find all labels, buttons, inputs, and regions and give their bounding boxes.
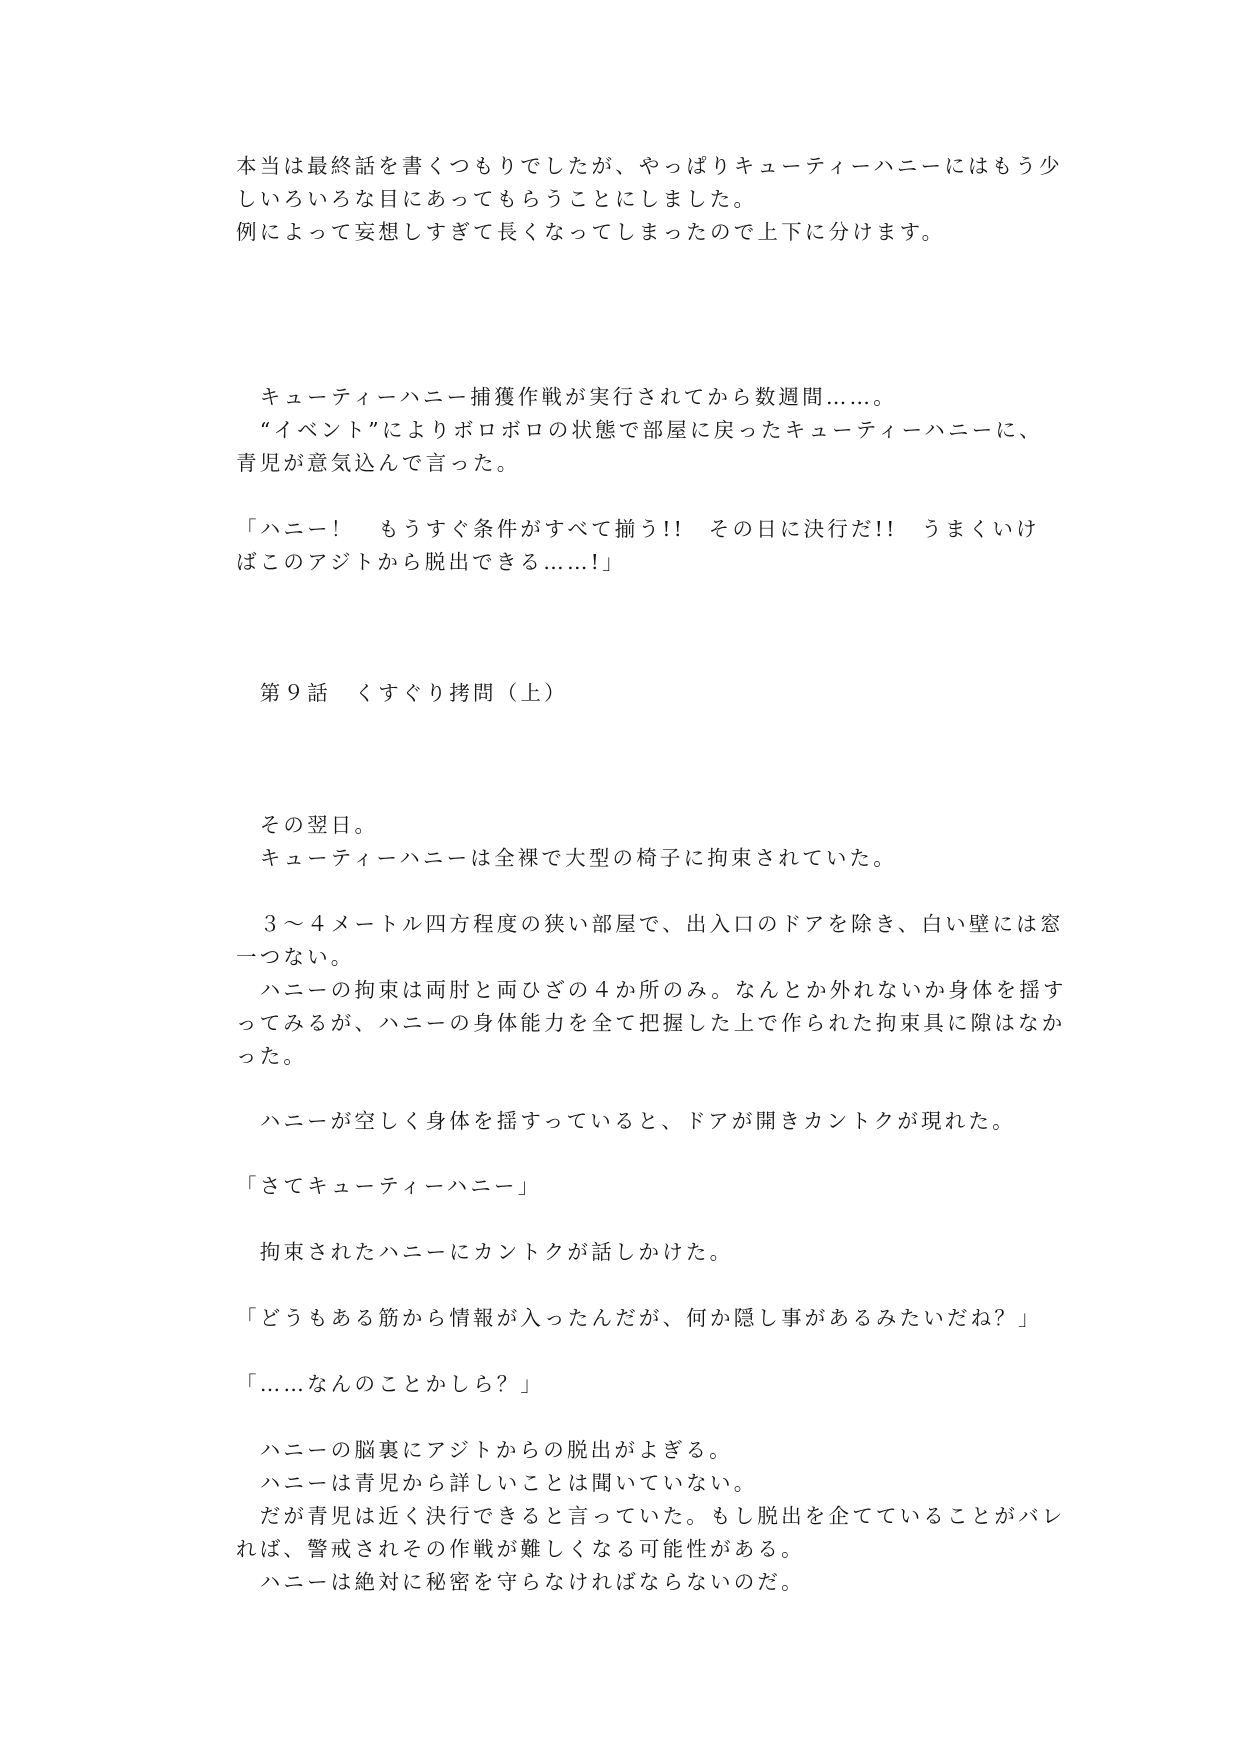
text-line: ばこのアジトから脱出できる……!」: [236, 550, 626, 574]
text-line: ３～４メートル四方程度の狭い部屋で、出入口のドアを除き、白い壁には窓: [236, 912, 1064, 936]
text-line: 「どうもある筋から情報が入ったんだが、何か隠し事があるみたいだね？」: [236, 1306, 1042, 1330]
text-line: ハニーの脳裏にアジトからの脱出がよぎる。: [236, 1438, 733, 1462]
text-line: 本当は最終話を書くつもりでしたが、やっぱりキューティーハニーにはもう少: [236, 154, 1063, 178]
text-line: ハニーは絶対に秘密を守らなければならないのだ。: [236, 1570, 805, 1594]
text-line: 例によって妄想しすぎて長くなってしまったので上下に分けます。: [236, 220, 946, 244]
text-line: 「ハニー！ もうすぐ条件がすべて揃う!! その日に決行だ!! うまくいけ: [236, 517, 1040, 541]
text-line: 「……なんのことかしら？」: [236, 1372, 545, 1396]
text-line: ハニーは青児から詳しいことは聞いていない。: [236, 1471, 758, 1495]
text-line: だが青児は近く決行できると言っていた。もし脱出を企てていることがバレ: [236, 1504, 1066, 1528]
text-line: 拘束されたハニーにカントクが話しかけた。: [236, 1240, 734, 1264]
text-line: キューティーハニー捕獲作戦が実行されてから数週間……。: [236, 385, 897, 409]
text-line: 一つない。: [236, 945, 355, 969]
text-line: ハニーの拘束は両肘と両ひざの４か所のみ。なんとか外れないか身体を揺す: [236, 978, 1067, 1002]
text-line: った。: [236, 1044, 308, 1068]
chapter-title: 第９話 くすぐり拷問（上）: [236, 681, 568, 705]
text-line: れば、警戒されその作戦が難しくなる可能性がある。: [236, 1537, 805, 1561]
text-line: 青児が意気込んで言った。: [236, 451, 521, 475]
text-line: “イベント”によりボロボロの状態で部屋に戻ったキューティーハニーに、: [236, 418, 1043, 442]
text-line: キューティーハニーは全裸で大型の椅子に拘束されていた。: [236, 846, 897, 870]
text-line: 「さてキューティーハニー」: [236, 1174, 542, 1198]
text-line: ハニーが空しく身体を揺すっていると、ドアが開きカントクが現れた。: [236, 1109, 1016, 1133]
text-line: ってみるが、ハニーの身体能力を全て把握した上で作られた拘束具に隙はなか: [236, 1011, 1066, 1035]
text-line: その翌日。: [236, 813, 379, 837]
text-line: しいろいろな目にあってもらうことにしました。: [236, 187, 758, 211]
